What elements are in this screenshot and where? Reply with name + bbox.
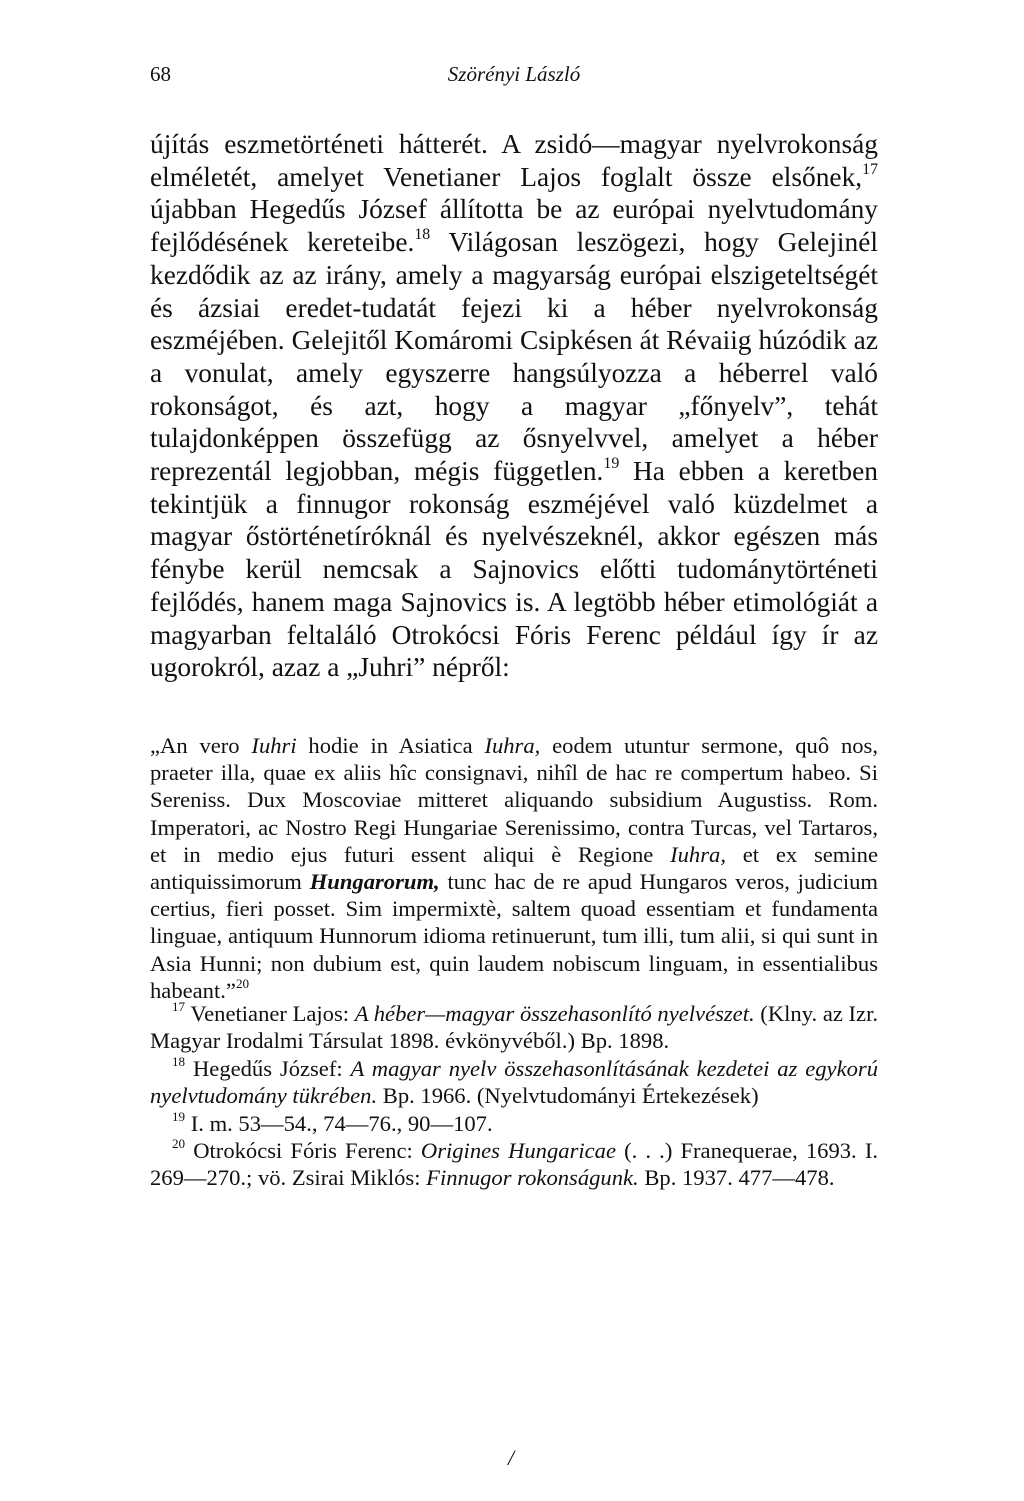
- footnote-19: [150, 1110, 878, 1137]
- stray-mark: /: [508, 1445, 515, 1470]
- quote-text: tunc hac de re apud Hungaros veros, judicium certius, fieri posset. Sim impermixtè, saltem quoad essentiam et fundamenta linguae, antiquum Hunnorum idioma retinuerunt, tum illi, tum alii, si qui sunt in Asia Hunni; non dubium est, quin laudem nobiscum linguam, in essentialibus habeant.”: [150, 869, 879, 1003]
- quote-text: „An vero: [150, 733, 252, 758]
- footnote-text: Hegedűs József:: [185, 1055, 351, 1081]
- quote-italic: Iuhra,: [670, 841, 726, 867]
- body-text-2: újabban Hegedűs József állította be az európai nyelvtudomány fejlődésének kereteibe.: [150, 194, 878, 258]
- quote-italic: Iuhra,: [484, 733, 541, 758]
- page-header: [150, 62, 878, 96]
- footnote-text: Venetianer Lajos:: [185, 1001, 355, 1026]
- footnote-ref-20[interactable]: 20: [235, 976, 250, 991]
- body-text-4: Ha ebben a keretben tekintjük a finnugor rokonság eszméjével való küzdelmet a magyar őstörténetíróknál és nyelvészeknél, akkor egészen más fénybe kerül nemcsak a Sajnovics előtti tudománytörténeti fejlődés, hanem maga Sajnovics is. A legtöbb héber etimológiát a magyarban feltaláló Otrokócsi Fóris Ferenc például így ír az ugorokról, azaz a „Juhri” népről:: [150, 456, 878, 683]
- footnote-18: [150, 1055, 878, 1110]
- footnote-text: I. m. 53—54., 74—76., 90—107.: [185, 1110, 493, 1136]
- footnote-title: A magyar nyelv összehasonlításának kezdetei az egykorú nyelvtudomány tükrében.: [150, 1055, 879, 1109]
- footnote-ref-18[interactable]: 18: [414, 226, 431, 244]
- footnote-title: Finnugor rokonságunk.: [426, 1165, 639, 1191]
- page-number: 68: [150, 62, 171, 86]
- footnote-text: Bp. 1966. (Nyelvtudományi Értekezések): [377, 1083, 759, 1109]
- quote-text: eodem utuntur sermone, quô nos, praeter illa, quae ex aliis hîc consignavi, nihîl de hac re compertum habeo. Si Sereniss. Dux Moscoviae mitteret aliquando subsidium Augustiss. Rom. Imperatori, ac Nostro Regi Hungariae Serenissimo, contra Turcas, vel Tartaros, et in medio ejus futuri essent aliqui è Regione: [150, 733, 878, 867]
- footnote-ref-19[interactable]: 19: [603, 455, 620, 473]
- quote-italic: Iuhri: [251, 733, 297, 758]
- footnote-text: Otrokócsi Fóris Ferenc:: [185, 1138, 421, 1164]
- body-paragraph: [150, 128, 878, 684]
- footnotes: [150, 1000, 878, 1192]
- quote-bold-italic: Hungarorum,: [309, 869, 440, 895]
- footnote-number: 17: [172, 999, 186, 1015]
- body-text-3: Világosan leszögezi, hogy Gelejinél kezdődik az az irány, amely a magyarság európai elszigeteltségét és ázsiai eredet-tudatát fejezi ki a héber nyelvrokonság eszméjében. Gelejitől Komáromi Csipkésen át Révaiig húzódik az a vonulat, amely egyszerre hangsúlyozza a héberrel való rokonságot, és azt, hogy a magyar „főnyelv”, tehát tulajdonképpen összefügg az ősnyelvvel, amelyet a héber reprezentál legjobban, mégis független.: [150, 227, 878, 487]
- footnote-number: 18: [172, 1053, 186, 1069]
- latin-quotation: [150, 732, 878, 1004]
- quote-text: et ex semine antiquissimorum: [150, 841, 878, 895]
- body-text-1: újítás eszmetörténeti hátterét. A zsidó—magyar nyelvrokonság elméletét, amelyet Venetianer Lajos foglalt össze elsőnek,: [150, 129, 878, 192]
- footnote-number: 19: [172, 1108, 186, 1124]
- footnote-text: (. . .) Franequerae, 1693. I. 269—270.; vö. Zsirai Miklós:: [150, 1138, 878, 1191]
- running-head: Szörényi László: [447, 62, 581, 86]
- footnote-ref-17[interactable]: 17: [862, 160, 878, 178]
- footnote-title: A héber—magyar összehasonlító nyelvészet.: [354, 1001, 755, 1026]
- quote-text: hodie in Asiatica: [296, 733, 485, 758]
- footnote-number: 20: [172, 1136, 186, 1152]
- footnote-17: [150, 1000, 878, 1055]
- footnote-text: (Klny. az Izr. Magyar Irodalmi Társulat 1898. évkönyvéből.) Bp. 1898.: [150, 1001, 879, 1054]
- footnote-text: Bp. 1937. 477—478.: [638, 1165, 835, 1191]
- footnote-20: [150, 1137, 878, 1192]
- footnote-title: Origines Hungaricae: [420, 1138, 616, 1164]
